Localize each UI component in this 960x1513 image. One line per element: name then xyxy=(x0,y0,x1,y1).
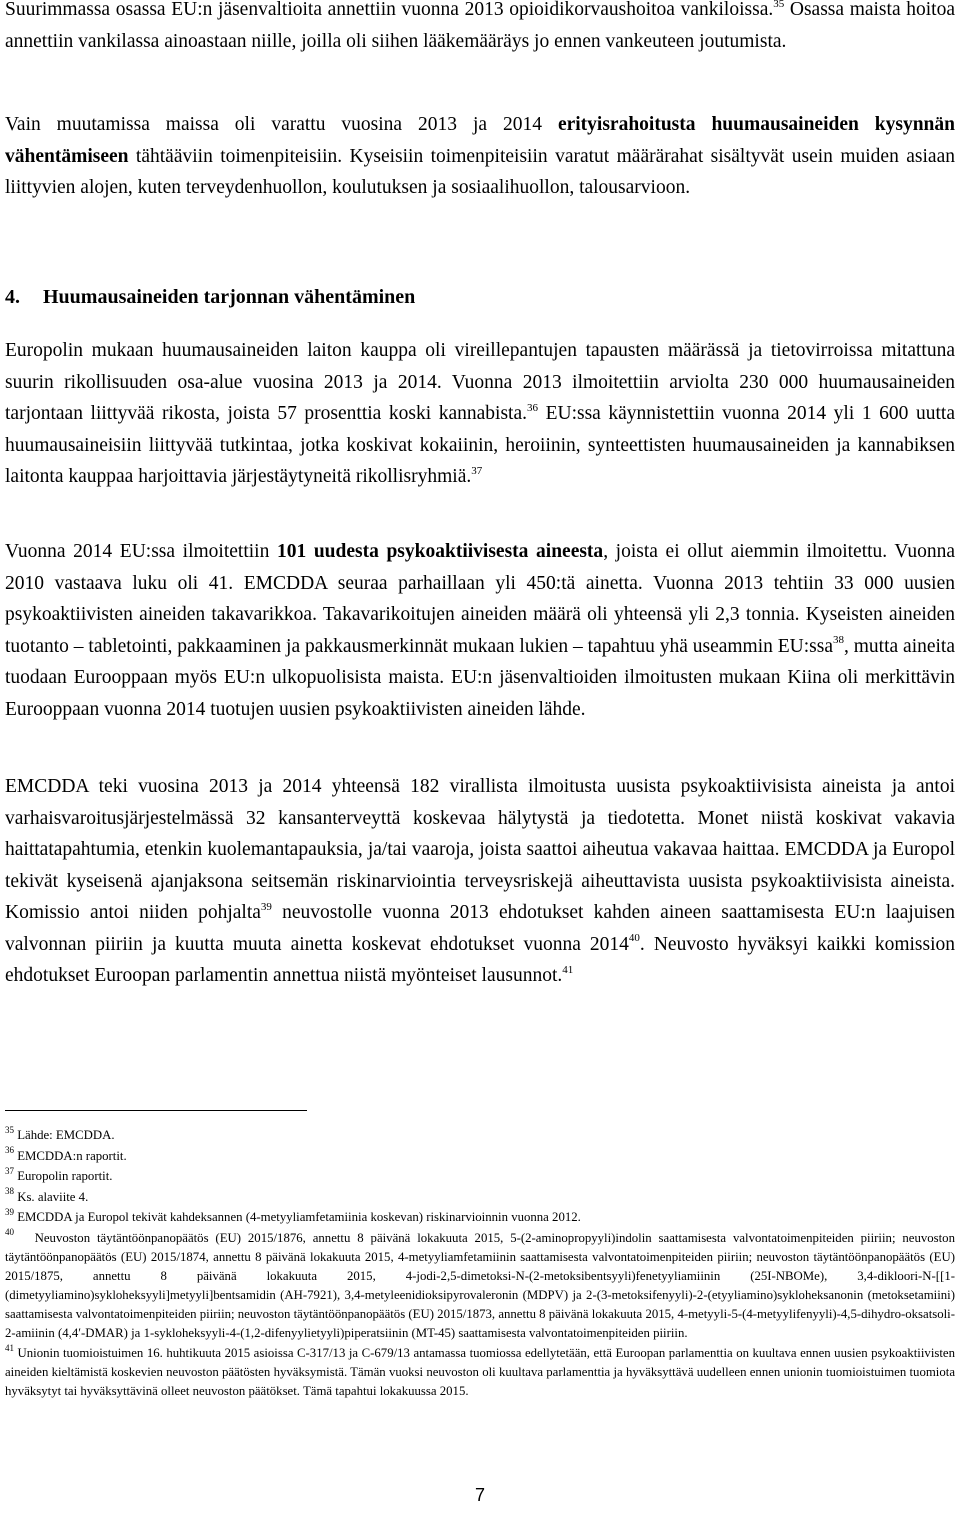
paragraph-text: , joista ei ollut aiemmin ilmoitettu. Vuonna 2010 vastaava luku oli 41. EMCDDA seuraa parhaillaan yli 450:tä ainetta. Vuonna 2013 tehtiin 33 000 uusien psykoaktiivisten aineiden takavarikkoa. Takavarikoitujen aineiden määrä oli yhteensä yli 2,3 tonnia. Kyseisten aineiden tuotanto – tabletointi, pakkaaminen ja pakkausmerkinnät mukaan lukien – tapahtuu yhä useammin EU:ssa xyxy=(5,541,955,657)
footnote-number: 38 xyxy=(5,1186,14,1197)
paragraph-emcdda-notifications xyxy=(5,771,955,992)
paragraph-text: Vain muutamissa maissa oli varattu vuosina 2013 ja 2014 xyxy=(5,114,558,135)
section-title: Huumausaineiden tarjonnan vähentäminen xyxy=(43,286,416,308)
paragraph-europol-trafficking xyxy=(5,335,955,493)
bold-text: erityisrahoitusta huumausaineiden kysynnän vähentämiseen xyxy=(5,114,956,167)
footnote-number: 36 xyxy=(5,1145,14,1156)
footnote-text: Neuvoston täytäntöönpanopäätös (EU) 2015/1876, annettu 8 päivänä lokakuuta 2015, 5-(2-aminopropyyli)indolin saattamisesta valvontatoimenpiteiden piiriin; neuvoston täytäntöönpanopäätös (EU) 2015/1874, annettu 8 päivänä lokakuuta 2015, 4-metyyliamfetamiinin saattamisesta valvontatoimenpiteiden piiriin; neuvoston täytäntöönpanopäätös (EU) 2015/1875, annettu 8 päivänä lokakuuta 2015, 4-jodi-2,5-dimetoksi-N-(2-metoksibentsyyli)fenetyyliamiinin (25I-NBOMe), 3,4-dikloori-N-[[1-(dimetyyliamino)sykloheksyyli]metyyli]bentsamidin (AH-7921), 3,4-metyleenidioksipyrovaleronin (MDPV) ja 2-(3-metoksifenyyli)-2-(etyyliamino)sykloheksanonin (metoksetamiini) saattamisesta valvontatoimenpiteiden piiriin; neuvoston täytäntöönpanopäätös (EU) 2015/1873, annettu 8 päivänä lokakuuta 2015, 4-metyyli-5-(4-metyylifenyyli)-4,5-dihydro-oksatsoli-2-amiinin (4,4′-DMAR) ja 1-sykloheksyyli-4-(1,2-difenyylietyyli)piperatsiinin (MT-45) saattamisesta valvontatoimenpiteiden piiriin. xyxy=(5,1230,955,1340)
section-number: 4. xyxy=(5,286,20,308)
footnote-ref[interactable]: 38 xyxy=(833,634,844,646)
footnote-number: 35 xyxy=(5,1124,14,1135)
paragraph-text: Osassa maista hoitoa annettiin vankilassa ainoastaan niille, joilla oli siihen lääkemääräys jo ennen vankeuteen joutumista. xyxy=(5,0,955,52)
paragraph-text: EMCDDA teki vuosina 2013 ja 2014 yhteensä 182 virallista ilmoitusta uusista psykoaktiivisista aineista ja antoi varhaisvaroitusjärjestelmässä 32 kansanterveyttä koskevaa hälytystä ja tiedotetta. Monet niistä koskivat vakavia haittatapahtumia, etenkin kuolemantapauksia, ja/tai vaaroja, joista saattoi aiheutua vakavaa haittaa. EMCDDA ja Europol tekivät kyseisenä ajanjaksona seitsemän riskinarviointia terveysriskejä aiheuttavista uusista psykoaktiivisista aineista. Komissio antoi niiden pohjalta xyxy=(5,776,955,923)
footnote xyxy=(5,1167,955,1186)
paragraph-text: Europolin mukaan huumausaineiden laiton kauppa oli vireillepantujen tapausten määrässä ja tietovirroissa mitattuna suurin rikollisuuden osa-alue vuosina 2013 ja 2014. Vuonna 2013 ilmoitettiin arviolta 230 000 huumausaineiden tarjontaan liittyvää rikosta, joista 57 prosenttia koski kannabista. xyxy=(5,340,955,424)
footnote-number: 41 xyxy=(5,1342,14,1353)
paragraph-new-psychoactive-substances xyxy=(5,536,955,725)
footnote-text: Ks. alaviite 4. xyxy=(17,1189,89,1204)
paragraph-demand-reduction-funding xyxy=(5,109,955,204)
footnote-ref[interactable]: 39 xyxy=(260,900,272,913)
footnote-text: Unionin tuomioistuimen 16. huhtikuuta 2015 asioissa C-317/13 ja C-679/13 antamassa tuomiossa edellytetään, että Euroopan parlamenttia on kuultava ennen uusien psykoaktiivisten aineiden kieltämistä koskevien neuvoston päätösten hyväksymistä. Tämän vuoksi neuvoston oli kuultava parlamenttia ja hyväksyttävä uudelleen ennen unionin tuomioistuimen tuomiota hyväksytyt tai hyväksyttävinä olleet neuvoston päätökset. Tämä tapahtui lokakuussa 2015. xyxy=(5,1346,955,1398)
footnote-text: Europolin raportit. xyxy=(17,1169,113,1183)
paragraph-text: tähtääviin toimenpiteisiin. Kyseisiin toimenpiteisiin varatut määrärahat sisältyvät usein muiden asiaan liittyvien alojen, kuten terveydenhuollon, koulutuksen ja sosiaalihuollon, talousarvioon. xyxy=(5,145,955,198)
footnote-ref[interactable]: 40 xyxy=(628,932,640,944)
paragraph-text: , mutta aineita tuodaan Eurooppaan myös EU:n ulkopuolisista maista. EU:n jäsenvaltioiden ilmoitusten mukaan Kiina oli merkittävin Eurooppaan vuonna 2014 tuotujen uusien psykoaktiivisten aineiden lähde. xyxy=(5,635,956,720)
footnote xyxy=(5,1126,955,1145)
paragraph-text: neuvostolle vuonna 2013 ehdotukset kahden aineen saattamisesta EU:n laajuisen valvonnan piiriin ja kuutta muuta ainetta koskevat ehdotukset vuonna 2014 xyxy=(5,902,955,955)
footnote-number: 39 xyxy=(5,1206,14,1217)
footnote-text: Lähde: EMCDDA. xyxy=(17,1128,115,1142)
footnote-number: 37 xyxy=(5,1165,14,1176)
footnote xyxy=(5,1147,955,1166)
paragraph-text: . Neuvosto hyväksyi kaikki komission ehdotukset Euroopan parlamentin annettua niistä myönteiset lausunnot. xyxy=(5,933,956,986)
paragraph-text: EU:ssa käynnistettiin vuonna 2014 yli 1 600 uutta huumausaineisiin liittyvää tutkintaa, jotka koskivat kokaiinin, heroiinin, synteettisten huumausaineiden ja kannabiksen laitonta kauppaa harjoittavia järjestäytyneitä rikollisryhmiä. xyxy=(5,403,955,487)
footnote xyxy=(5,1344,955,1401)
footnotes xyxy=(5,1126,955,1403)
footnote-number: 40 xyxy=(5,1227,14,1238)
footnote xyxy=(5,1229,955,1343)
bold-text: 101 uudesta psykoaktiivisesta aineesta xyxy=(276,541,604,562)
footnote-text: EMCDDA ja Europol tekivät kahdeksannen (4-metyyliamfetamiinia koskevan) riskinarvioinnin vuonna 2012. xyxy=(17,1210,581,1224)
paragraph-text: Vuonna 2014 EU:ssa ilmoitettiin xyxy=(5,541,277,562)
section-heading xyxy=(5,286,415,309)
footnote-ref[interactable]: 35 xyxy=(773,0,785,10)
page-number: 7 xyxy=(474,1485,485,1505)
footnote-ref[interactable]: 37 xyxy=(471,464,483,477)
footnote xyxy=(5,1208,955,1227)
footnote-ref[interactable]: 36 xyxy=(527,401,538,414)
paragraph-opioid-substitution xyxy=(5,0,955,57)
footnote-ref[interactable]: 41 xyxy=(562,963,574,976)
paragraph-text: Suurimmassa osassa EU:n jäsenvaltioita annettiin vuonna 2013 opioidikorvaushoitoa vankiloissa. xyxy=(5,0,774,20)
footnote-separator xyxy=(5,1110,307,1111)
footnote-text: EMCDDA:n raportit. xyxy=(17,1148,127,1163)
footnote xyxy=(5,1188,955,1207)
